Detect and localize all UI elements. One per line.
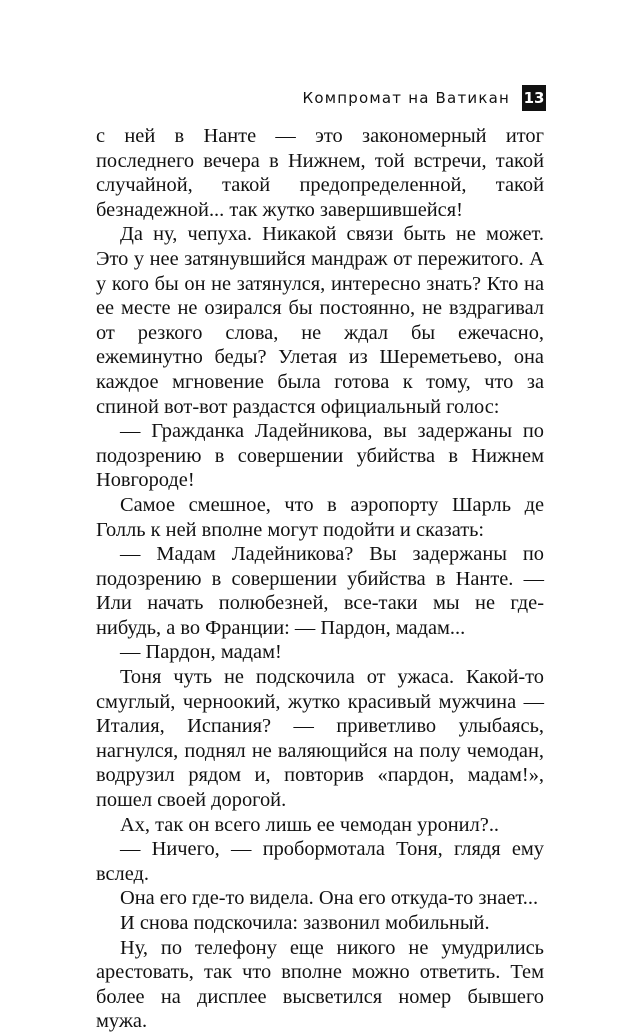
running-header: [303, 85, 546, 111]
paragraph: с ней в Нанте — это закономерный итог последнего вечера в Нижнем, той встречи, такой случайной, такой предопределенной, такой безнадежной... так жутко завершившейся!: [96, 125, 544, 221]
paragraph: Тоня чуть не подскочила от ужаса. Какой-то смуглый, черноокий, жутко красивый мужчина — Италия, Испания? — приветливо улыбаясь, нагнулся, поднял не валяющийся на полу чемодан, водрузил рядом и, повторив «пардон, мадам!», пошел своей дорогой.: [96, 666, 544, 812]
paragraph: — Ничего, — пробормотала Тоня, глядя ему вслед.: [96, 838, 544, 885]
paragraph: — Гражданка Ладейникова, вы задержаны по подозрению в совершении убийства в Нижнем Новгороде!: [96, 420, 544, 492]
paragraph: И снова подскочила: зазвонил мобильный.: [120, 912, 490, 934]
paragraph: Самое смешное, что в аэропорту Шарль де Голль к ней вполне могут подойти и сказать:: [96, 493, 544, 541]
paragraph: Ах, так он всего лишь ее чемодан уронил?..: [120, 813, 500, 836]
body-text: [96, 124, 544, 1034]
paragraph: Ну, по телефону еще никого не умудрились арестовать, так что вполне можно ответить. Тем более на дисплее высветился номер бывшего мужа.: [96, 936, 544, 1033]
paragraph: — Мадам Ладейникова? Вы задержаны по подозрению в совершении убийства в Нанте. — Или начать полюбезней, все-таки мы не где-нибудь, а во Франции: — Пардон, мадам...: [96, 543, 544, 639]
paragraph: Да ну, чепуха. Никакой связи быть не может. Это у нее затянувшийся мандраж от пережитого. А у кого бы он не затянулся, интересно знать? Кто на ее месте не озирался бы постоянно, не вздрагивал от резкого слова, не ждал бы ежечасно, ежеминутно беды? Улетая из Шереметьево, она каждое мгновение была готова к тому, что за спиной вот-вот раздастся официальный голос:: [96, 223, 544, 418]
paragraph: — Пардон, мадам!: [120, 641, 282, 664]
page-number: 13: [522, 85, 546, 111]
paragraph: Она его где-то видела. Она его откуда-то знает...: [120, 887, 539, 910]
book-title: Компромат на Ватикан: [302, 89, 510, 107]
